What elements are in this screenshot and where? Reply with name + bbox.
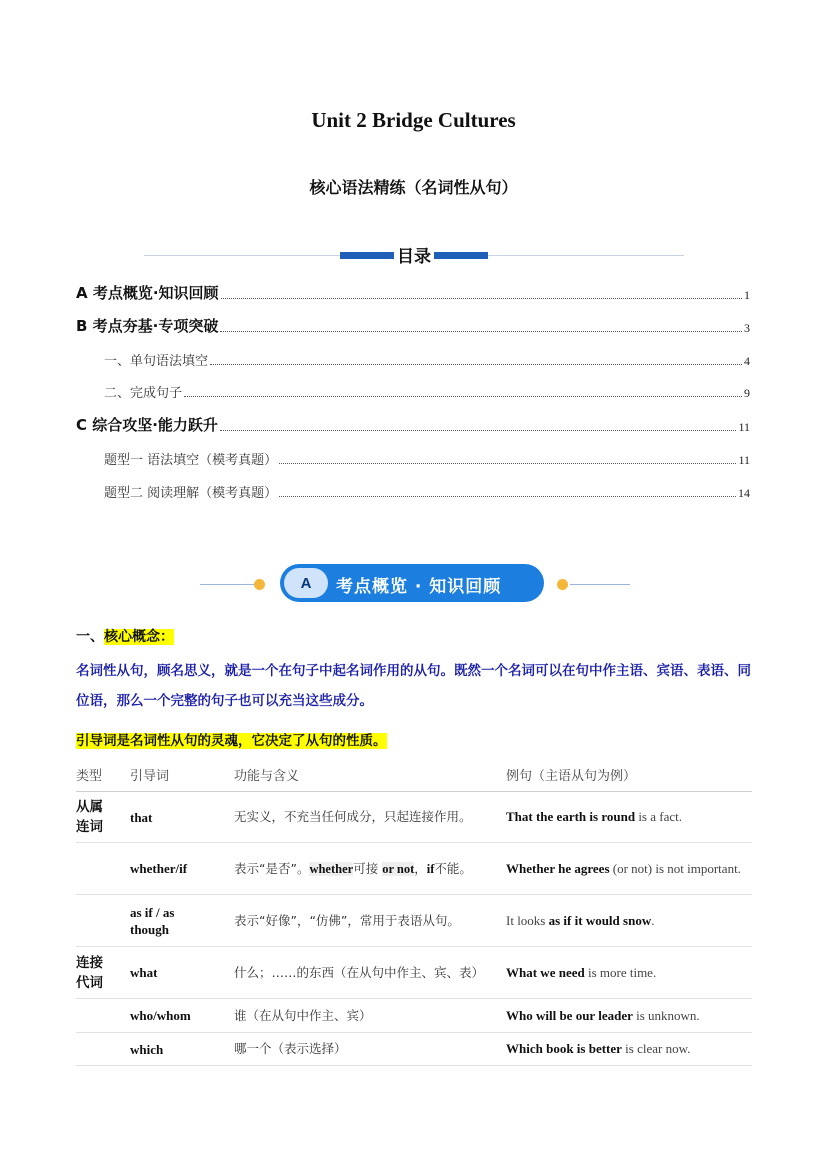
header-type: 类型 bbox=[76, 758, 130, 792]
table-header-row bbox=[76, 758, 752, 792]
toc-entry-page: 4 bbox=[744, 354, 750, 368]
function-keyword: or not bbox=[382, 861, 415, 876]
toc-entry-b2[interactable] bbox=[104, 381, 750, 401]
conjunction-cell: what bbox=[130, 947, 234, 999]
example-cell bbox=[506, 895, 752, 947]
function-text: 谁（在从句中作主、宾） bbox=[234, 1007, 372, 1023]
toc-bar-left bbox=[340, 252, 394, 259]
conjunction-cell: which bbox=[130, 1033, 234, 1066]
toc-entry-page: 11 bbox=[738, 420, 750, 434]
function-keyword: if bbox=[426, 861, 435, 876]
function-text: 表示“好像”，“仿佛”，常用于表语从句。 bbox=[234, 912, 460, 928]
section-heading bbox=[76, 626, 174, 646]
example-clause: Whether he agrees bbox=[506, 860, 610, 876]
toc-leader-dots bbox=[279, 496, 736, 497]
toc-leader-dots bbox=[220, 331, 742, 332]
table-row bbox=[76, 895, 752, 947]
toc-entry-text: 题型一 语法填空（模考真题） bbox=[104, 453, 278, 468]
type-label: 从属连词 bbox=[76, 799, 103, 835]
banner-badge: A bbox=[284, 568, 328, 598]
conjunction-cell: that bbox=[130, 792, 234, 843]
example-cell bbox=[506, 947, 752, 999]
function-text: 无实义，不充当任何成分，只起连接作用。 bbox=[234, 809, 472, 824]
example-rest: (or not) is not important. bbox=[609, 860, 741, 876]
banner-line-left bbox=[200, 584, 260, 585]
intro-line bbox=[76, 729, 387, 749]
table-row bbox=[76, 999, 752, 1033]
type-cell bbox=[76, 947, 130, 999]
conjunction-table bbox=[76, 758, 752, 1066]
example-clause: That the earth is round bbox=[506, 809, 636, 824]
function-cell bbox=[234, 843, 506, 895]
example-rest: is unknown. bbox=[632, 1007, 700, 1023]
banner-text: 考点概览 · 知识回顾 bbox=[336, 577, 502, 597]
header-function: 功能与含义 bbox=[234, 758, 506, 792]
example-cell bbox=[506, 999, 752, 1033]
table-row bbox=[76, 947, 752, 999]
type-label: 连接代词 bbox=[76, 954, 103, 991]
example-cell bbox=[506, 843, 752, 895]
section-heading-text: 核心概念： bbox=[104, 629, 174, 645]
toc-entry-page: 3 bbox=[744, 321, 750, 335]
type-cell bbox=[76, 792, 130, 843]
toc-entry-c1[interactable] bbox=[104, 448, 750, 468]
toc-leader-dots bbox=[279, 463, 736, 464]
function-keyword: whether bbox=[309, 861, 354, 876]
example-cell bbox=[506, 1033, 752, 1066]
function-cell bbox=[234, 1033, 506, 1066]
header-conjunction: 引导词 bbox=[130, 758, 234, 792]
function-cell bbox=[234, 895, 506, 947]
toc-entry-text: 一、单句语法填空 bbox=[104, 354, 209, 369]
toc-label: 目录 bbox=[394, 242, 434, 267]
section-banner bbox=[200, 562, 630, 606]
table-row bbox=[76, 792, 752, 843]
example-cell bbox=[506, 792, 752, 843]
conjunction-cell: who/whom bbox=[130, 999, 234, 1033]
type-cell bbox=[76, 1033, 130, 1066]
type-cell bbox=[76, 999, 130, 1033]
example-rest: is clear now. bbox=[621, 1041, 691, 1056]
function-cell bbox=[234, 999, 506, 1033]
conjunction-label: as if / as though bbox=[130, 904, 175, 937]
toc-entry-text: 题型二 阅读理解（模考真题） bbox=[104, 486, 278, 501]
document-subtitle: 核心语法精练（名词性从句） bbox=[309, 178, 518, 197]
toc-entry-page: 14 bbox=[738, 486, 750, 500]
type-cell bbox=[76, 843, 130, 895]
toc-leader-dots bbox=[221, 298, 742, 299]
intro-line-text: 引导词是名词性从句的灵魂，它决定了从句的性质。 bbox=[76, 733, 387, 749]
toc-entry-b[interactable] bbox=[76, 316, 750, 336]
header-example: 例句（主语从句为例） bbox=[506, 758, 752, 792]
toc-entry-text: 二、完成句子 bbox=[104, 386, 183, 401]
toc-leader-dots bbox=[220, 430, 737, 431]
example-rest: is a fact. bbox=[635, 809, 682, 824]
function-text: 可接 bbox=[353, 860, 379, 876]
concept-paragraph: 名词性从句，顾名思义，就是一个在句子中起名词作用的从句。既然一个名词可以在句中作主语、宾语、表语、同位语，那么一个完整的句子也可以充当这些成分。 bbox=[76, 663, 751, 709]
toc-header bbox=[144, 240, 684, 270]
toc-entry-a[interactable] bbox=[76, 283, 750, 303]
function-text: 不能。 bbox=[434, 860, 472, 876]
example-clause: Who will be our leader bbox=[506, 1007, 633, 1023]
toc-entry-text: C 综合攻坚·能力跃升 bbox=[76, 416, 218, 434]
example-clause: What we need bbox=[506, 964, 585, 980]
conjunction-cell bbox=[130, 895, 234, 947]
banner-dot-right bbox=[557, 579, 568, 590]
toc-entry-text: A 考点概览·知识回顾 bbox=[76, 284, 219, 302]
toc-bar-right bbox=[434, 252, 488, 259]
example-rest: is more time. bbox=[584, 964, 657, 980]
toc-leader-dots bbox=[184, 396, 742, 397]
function-text: 哪一个（表示选择） bbox=[234, 1041, 347, 1056]
table-row bbox=[76, 843, 752, 895]
function-cell bbox=[234, 947, 506, 999]
function-text: ， bbox=[414, 860, 427, 876]
function-text: 表示“是否”。 bbox=[234, 860, 310, 876]
toc-entry-text: B 考点夯基·专项突破 bbox=[76, 317, 219, 335]
banner-dot-left bbox=[254, 579, 265, 590]
section-prefix: 一、 bbox=[76, 629, 104, 645]
example-rest: . bbox=[651, 912, 655, 928]
function-text: 什么；……的东西（在从句中作主、宾、表） bbox=[234, 964, 485, 980]
toc-entry-page: 11 bbox=[738, 453, 750, 467]
toc-entry-page: 1 bbox=[744, 288, 750, 302]
example-clause: as if it would snow bbox=[548, 912, 652, 928]
example-clause: Which book is better bbox=[506, 1041, 622, 1056]
document-title: Unit 2 Bridge Cultures bbox=[311, 108, 516, 132]
toc-entry-c2[interactable] bbox=[104, 481, 750, 501]
type-cell bbox=[76, 895, 130, 947]
table-row bbox=[76, 1033, 752, 1066]
example-pre: It looks bbox=[506, 912, 549, 928]
conjunction-cell: whether/if bbox=[130, 843, 234, 895]
function-cell bbox=[234, 792, 506, 843]
banner-line-right bbox=[570, 584, 630, 585]
toc-leader-dots bbox=[210, 364, 742, 365]
toc-entry-b1[interactable] bbox=[104, 349, 750, 369]
toc-entry-c[interactable] bbox=[76, 415, 750, 435]
toc-entry-page: 9 bbox=[744, 386, 750, 400]
